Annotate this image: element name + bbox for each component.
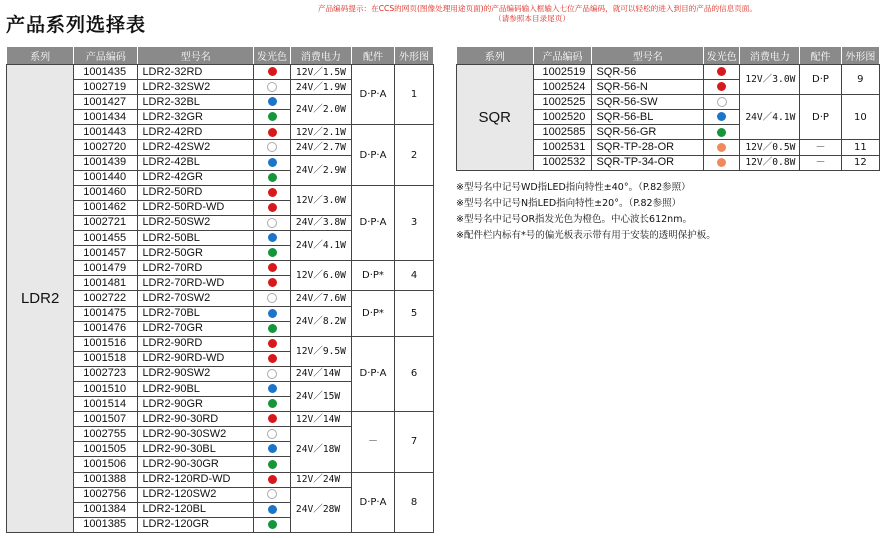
light-color-cell	[254, 351, 291, 366]
model-name: LDR2-70GR	[138, 321, 254, 336]
outline-drawing-number: 2	[395, 125, 434, 185]
product-code: 1001460	[74, 185, 138, 200]
product-code: 1001518	[74, 351, 138, 366]
model-name: LDR2-90SW2	[138, 366, 254, 381]
light-color-cell	[254, 457, 291, 472]
model-name: LDR2-90-30SW2	[138, 427, 254, 442]
notice-line-2: （请参照本目录尾页）	[494, 14, 570, 23]
light-color-cell	[704, 110, 740, 125]
power-consumption: 24V／1.9W	[290, 80, 351, 95]
light-color-cell	[704, 140, 740, 155]
light-color-cell	[254, 200, 291, 215]
product-code: 1001475	[74, 306, 138, 321]
footnote: ※型号名中记号WD指LED指向特性±40°。（P.82参照）	[456, 182, 691, 193]
model-name: LDR2-42SW2	[138, 140, 254, 155]
power-consumption: 24V／2.9W	[290, 155, 351, 185]
power-consumption: 24V／28W	[290, 487, 351, 532]
accessory: －	[800, 140, 841, 155]
ldr2-product-table	[6, 46, 434, 533]
model-name: LDR2-50GR	[138, 246, 254, 261]
model-name: LDR2-120SW2	[138, 487, 254, 502]
power-consumption: 12V／3.0W	[290, 185, 351, 215]
light-color-dot	[717, 112, 726, 121]
light-color-dot	[268, 278, 277, 287]
power-consumption: 24V／2.0W	[290, 95, 351, 125]
light-color-cell	[254, 155, 291, 170]
light-color-cell	[704, 80, 740, 95]
light-color-cell	[254, 125, 291, 140]
light-color-dot	[267, 142, 277, 152]
product-code: 1002720	[74, 140, 138, 155]
light-color-dot	[268, 67, 277, 76]
column-header: 系列	[7, 47, 74, 65]
power-consumption: 12V／6.0W	[290, 261, 351, 291]
column-header: 消费电力	[740, 47, 800, 65]
product-code: 1002520	[533, 110, 592, 125]
power-consumption: 12V／0.8W	[740, 155, 800, 170]
model-name: SQR-56	[592, 65, 704, 80]
light-color-dot	[717, 97, 727, 107]
model-name: LDR2-32RD	[138, 65, 254, 80]
model-name: LDR2-120GR	[138, 517, 254, 532]
light-color-dot	[268, 158, 277, 167]
light-color-cell	[254, 80, 291, 95]
product-code: 1002525	[533, 95, 592, 110]
accessory: D·P·A	[351, 125, 394, 185]
model-name: LDR2-70RD-WD	[138, 276, 254, 291]
light-color-cell	[254, 185, 291, 200]
outline-drawing-number: 8	[395, 472, 434, 532]
accessory: D·P·A	[351, 65, 394, 125]
light-color-dot	[268, 248, 277, 257]
product-code: 1002755	[74, 427, 138, 442]
outline-drawing-number: 12	[841, 155, 879, 170]
light-color-cell	[254, 502, 291, 517]
light-color-dot	[268, 414, 277, 423]
model-name: LDR2-42GR	[138, 170, 254, 185]
light-color-dot	[717, 158, 726, 167]
product-code: 1001443	[74, 125, 138, 140]
light-color-dot	[267, 293, 277, 303]
light-color-dot	[717, 128, 726, 137]
light-color-dot	[268, 233, 277, 242]
product-code: 1001384	[74, 502, 138, 517]
light-color-cell	[254, 412, 291, 427]
light-color-dot	[268, 324, 277, 333]
model-name: SQR-TP-34-OR	[592, 155, 704, 170]
accessory: D·P·A	[351, 336, 394, 411]
product-code: 1002722	[74, 291, 138, 306]
light-color-cell	[254, 261, 291, 276]
light-color-cell	[254, 427, 291, 442]
model-name: LDR2-42BL	[138, 155, 254, 170]
outline-drawing-number: 3	[395, 185, 434, 260]
power-consumption: 12V／9.5W	[290, 336, 351, 366]
model-name: SQR-56-N	[592, 80, 704, 95]
product-code: 1002524	[533, 80, 592, 95]
sqr-product-table	[456, 46, 880, 171]
light-color-dot	[268, 339, 277, 348]
light-color-dot	[267, 369, 277, 379]
model-name: LDR2-70RD	[138, 261, 254, 276]
series-name: LDR2	[7, 65, 74, 533]
power-consumption: 24V／15W	[290, 381, 351, 411]
outline-drawing-number: 5	[395, 291, 434, 336]
power-consumption: 24V／4.1W	[290, 231, 351, 261]
light-color-dot	[268, 460, 277, 469]
column-header: 配件	[351, 47, 394, 65]
model-name: SQR-TP-28-OR	[592, 140, 704, 155]
power-consumption: 24V／8.2W	[290, 306, 351, 336]
power-consumption: 24V／18W	[290, 427, 351, 472]
outline-drawing-number: 9	[841, 65, 879, 95]
power-consumption: 12V／24W	[290, 472, 351, 487]
product-code: 1001516	[74, 336, 138, 351]
light-color-cell	[254, 321, 291, 336]
outline-drawing-number: 6	[395, 336, 434, 411]
power-consumption: 24V／7.6W	[290, 291, 351, 306]
light-color-dot	[268, 309, 277, 318]
model-name: LDR2-50RD	[138, 185, 254, 200]
light-color-dot	[268, 203, 277, 212]
accessory: D·P	[800, 95, 841, 140]
model-name: LDR2-90-30GR	[138, 457, 254, 472]
series-name: SQR	[457, 65, 534, 171]
column-header: 配件	[800, 47, 841, 65]
light-color-cell	[254, 487, 291, 502]
product-code: 1001440	[74, 170, 138, 185]
model-name: LDR2-32GR	[138, 110, 254, 125]
model-name: LDR2-90BL	[138, 381, 254, 396]
light-color-cell	[254, 366, 291, 381]
table-row	[7, 65, 434, 80]
light-color-cell	[254, 231, 291, 246]
accessory: D·P*	[351, 261, 394, 291]
model-name: LDR2-50RD-WD	[138, 200, 254, 215]
light-color-dot	[267, 489, 277, 499]
outline-drawing-number: 11	[841, 140, 879, 155]
product-code: 1001434	[74, 110, 138, 125]
light-color-dot	[267, 82, 277, 92]
model-name: LDR2-70BL	[138, 306, 254, 321]
column-header: 发光色	[704, 47, 740, 65]
product-code: 1001479	[74, 261, 138, 276]
footnote: ※型号名中记号OR指发光色为橙色。中心波长612nm。	[456, 214, 692, 225]
power-consumption: 24V／2.7W	[290, 140, 351, 155]
light-color-dot	[268, 188, 277, 197]
product-code-notice	[318, 4, 882, 24]
power-consumption: 12V／2.1W	[290, 125, 351, 140]
power-consumption: 24V／4.1W	[740, 95, 800, 140]
table-row	[457, 65, 880, 80]
product-code: 1002756	[74, 487, 138, 502]
product-code: 1001435	[74, 65, 138, 80]
column-header: 产品编码	[74, 47, 138, 65]
column-header: 产品编码	[533, 47, 592, 65]
light-color-cell	[704, 155, 740, 170]
page-title: 产品系列选择表	[6, 14, 147, 36]
column-header: 外形图	[395, 47, 434, 65]
model-name: LDR2-90RD-WD	[138, 351, 254, 366]
column-header: 发光色	[254, 47, 291, 65]
accessory: D·P·A	[351, 472, 394, 532]
footnote: ※型号名中记号N指LED指向特性±20°。（P.82参照）	[456, 198, 682, 209]
light-color-dot	[268, 384, 277, 393]
product-code: 1001507	[74, 412, 138, 427]
light-color-cell	[254, 110, 291, 125]
light-color-cell	[254, 336, 291, 351]
accessory: D·P*	[351, 291, 394, 336]
light-color-dot	[268, 520, 277, 529]
product-code: 1001457	[74, 246, 138, 261]
model-name: LDR2-32SW2	[138, 80, 254, 95]
light-color-cell	[254, 517, 291, 532]
product-code: 1001462	[74, 200, 138, 215]
model-name: LDR2-120RD-WD	[138, 472, 254, 487]
light-color-cell	[254, 442, 291, 457]
light-color-cell	[254, 140, 291, 155]
light-color-cell	[254, 472, 291, 487]
light-color-dot	[268, 173, 277, 182]
footnotes	[456, 180, 716, 244]
light-color-dot	[717, 82, 726, 91]
model-name: LDR2-50SW2	[138, 215, 254, 230]
column-header: 型号名	[138, 47, 254, 65]
light-color-dot	[268, 263, 277, 272]
product-code: 1001505	[74, 442, 138, 457]
light-color-dot	[268, 112, 277, 121]
model-name: SQR-56-GR	[592, 125, 704, 140]
notice-line-1: 产品编码提示：在CCS的网页(图像处理用途页面)的产品编码输入框输入七位产品编码，就可以轻松的进入到目的产品的信息页面。	[318, 4, 757, 13]
power-consumption: 12V／0.5W	[740, 140, 800, 155]
product-code: 1002519	[533, 65, 592, 80]
product-code: 1001388	[74, 472, 138, 487]
light-color-cell	[254, 306, 291, 321]
light-color-cell	[254, 170, 291, 185]
light-color-dot	[268, 505, 277, 514]
accessory: D·P·A	[351, 185, 394, 260]
product-code: 1001481	[74, 276, 138, 291]
model-name: LDR2-70SW2	[138, 291, 254, 306]
column-header: 型号名	[592, 47, 704, 65]
model-name: LDR2-90-30BL	[138, 442, 254, 457]
product-code: 1001427	[74, 95, 138, 110]
product-code: 1002585	[533, 125, 592, 140]
accessory: D·P	[800, 65, 841, 95]
outline-drawing-number: 7	[395, 412, 434, 472]
product-code: 1001510	[74, 381, 138, 396]
power-consumption: 12V／14W	[290, 412, 351, 427]
product-code: 1002531	[533, 140, 592, 155]
model-name: LDR2-32BL	[138, 95, 254, 110]
product-code: 1001439	[74, 155, 138, 170]
footnote: ※配件栏内标有*号的偏光板表示带有用于安装的透明保护板。	[456, 230, 716, 241]
light-color-cell	[254, 95, 291, 110]
product-code: 1001476	[74, 321, 138, 336]
light-color-dot	[268, 444, 277, 453]
outline-drawing-number: 4	[395, 261, 434, 291]
product-code: 1001514	[74, 397, 138, 412]
product-code: 1002532	[533, 155, 592, 170]
column-header: 外形图	[841, 47, 879, 65]
light-color-cell	[254, 246, 291, 261]
light-color-cell	[254, 291, 291, 306]
light-color-cell	[254, 276, 291, 291]
product-code: 1002723	[74, 366, 138, 381]
light-color-cell	[254, 397, 291, 412]
model-name: SQR-56-BL	[592, 110, 704, 125]
light-color-dot	[717, 67, 726, 76]
light-color-cell	[704, 65, 740, 80]
accessory: －	[351, 412, 394, 472]
accessory: －	[800, 155, 841, 170]
light-color-cell	[254, 215, 291, 230]
light-color-dot	[717, 143, 726, 152]
power-consumption: 24V／3.8W	[290, 215, 351, 230]
product-code: 1001385	[74, 517, 138, 532]
light-color-cell	[704, 95, 740, 110]
light-color-cell	[254, 65, 291, 80]
power-consumption: 12V／1.5W	[290, 65, 351, 80]
light-color-cell	[254, 381, 291, 396]
model-name: LDR2-42RD	[138, 125, 254, 140]
product-code: 1002719	[74, 80, 138, 95]
power-consumption: 12V／3.0W	[740, 65, 800, 95]
product-code: 1001455	[74, 231, 138, 246]
model-name: SQR-56-SW	[592, 95, 704, 110]
light-color-dot	[268, 128, 277, 137]
product-code: 1001506	[74, 457, 138, 472]
model-name: LDR2-50BL	[138, 231, 254, 246]
column-header: 系列	[457, 47, 534, 65]
model-name: LDR2-90-30RD	[138, 412, 254, 427]
light-color-dot	[267, 218, 277, 228]
model-name: LDR2-120BL	[138, 502, 254, 517]
power-consumption: 24V／14W	[290, 366, 351, 381]
light-color-dot	[268, 399, 277, 408]
product-code: 1002721	[74, 215, 138, 230]
light-color-dot	[268, 97, 277, 106]
model-name: LDR2-90GR	[138, 397, 254, 412]
model-name: LDR2-90RD	[138, 336, 254, 351]
column-header: 消费电力	[290, 47, 351, 65]
outline-drawing-number: 10	[841, 95, 879, 140]
light-color-dot	[268, 354, 277, 363]
light-color-cell	[704, 125, 740, 140]
light-color-dot	[268, 475, 277, 484]
outline-drawing-number: 1	[395, 65, 434, 125]
light-color-dot	[267, 429, 277, 439]
